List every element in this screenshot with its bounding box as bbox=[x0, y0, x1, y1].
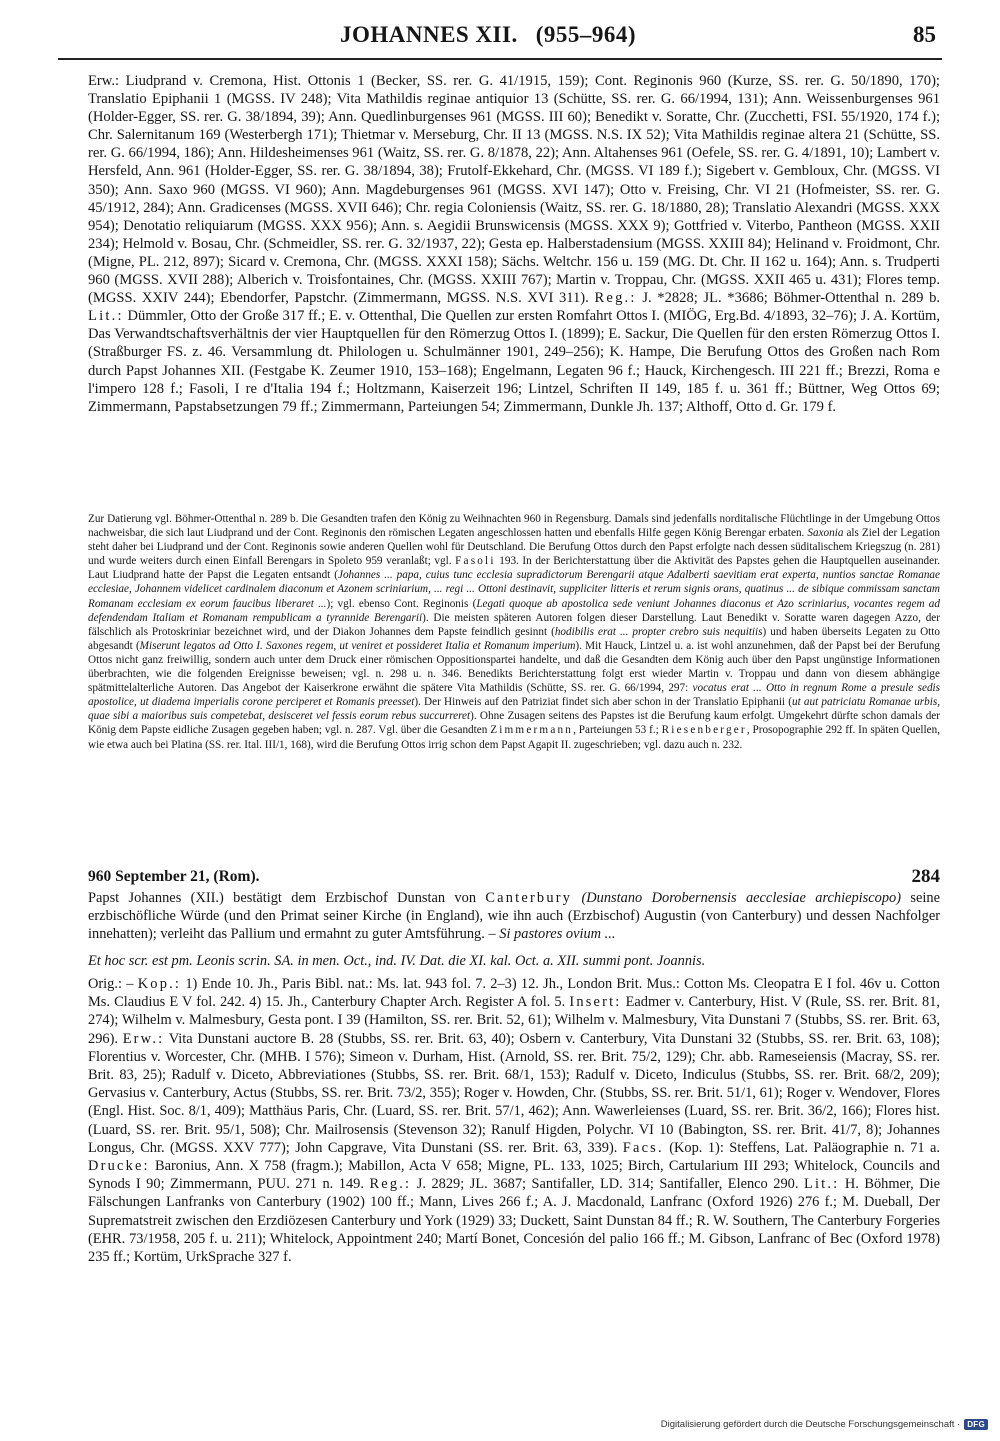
kop-label: Kop.: bbox=[137, 976, 182, 992]
commentary-note bbox=[88, 512, 940, 752]
note-author-spaced: Riesenberger bbox=[661, 724, 747, 737]
note-quote-mathildis: vocatus erat ... Otto in regnum Rome a presule sedis apostolice, ut diadema imperialis corone perciperet et Romanis preesset bbox=[88, 682, 941, 709]
note-author-spaced: Zimmermann bbox=[490, 724, 574, 737]
note-author-spaced: Fasoli bbox=[455, 555, 496, 568]
note-text: ). Ohne Zusagen seitens des Papstes ist die Berufung kaum erfolgt. Umgekehrt dürfte schon damals der König dem Papste eidliche Zusagen gegeben haben; vgl. n. 287. Vgl. über die Gesandten bbox=[88, 710, 940, 737]
regest-incipit: Si pastores ovium ... bbox=[499, 926, 616, 943]
dating-clause: Et hoc scr. est pm. Leonis scrin. SA. in men. Oct., ind. IV. Dat. die XI. kal. Oct. a. XII. summi pont. Joannis. bbox=[88, 953, 706, 969]
sources-text: J. 2829; JL. 3687; Santifaller, LD. 314; Santifaller, Elenco 290. bbox=[416, 1176, 799, 1193]
note-text: ) und haben überseits Legaten zu Otto abgesandt ( bbox=[88, 625, 940, 652]
lit-text: Dümmler, Otto der Große 317 ff.; E. v. Ottenthal, Die Quellen zur ersten Romfahrt Ottos I. (MIÖG, Erg.Bd. 4/1893, 32–76); J. A. Kortüm, Das Verwandtschaftsverhältnis der vier Hauptquellen für den Römerzug Ottos I. (1899); E. Sackur, Die Quellen für den ersten Römerzug Ottos I. (Straßburger FS. z. 46. Versammlung dt. Philologen u. Schulmänner 1901, 249–256); K. Hampe, Die Berufung Ottos des Großen nach Rom durch Papst Johannes XII. (Festgabe K. Zeumer 1910, 153–168); Engelmann, Legaten 96 f.; Hauck, Kirchengesch. III 221 ff.; Brezzi, Roma e l'impero 128 f.; Fasoli, I re d'Italia 194 f.; Holtzmann, Kaiserzeit 196; Lintzel, Schriften II 149, 185 f. u. 361 ff.; Büttner, Weg Ottos 69; Zimmermann, Papstabsetzungen 79 ff.; Zimmermann, Parteiungen 54; Zimmermann, Dunkle Jh. 137; Althoff, Otto d. Gr. 179 f. bbox=[88, 308, 940, 415]
dfg-logo: DFG bbox=[964, 1419, 988, 1430]
sources-block bbox=[88, 975, 940, 1266]
pontificate-years: (955–964) bbox=[535, 22, 637, 47]
note-text: ); vgl. ebenso Cont. Reginonis ( bbox=[326, 597, 477, 610]
regest-body: Papst Johannes (XII.) bestätigt dem Erzbischof Dunstan von bbox=[88, 890, 477, 906]
regest-body: seine erzbischöfliche Würde (und den Primat seiner Kirche (in England), wie ihn auch (Erzbischof) Augustin (von Canterbury) und dessen Nachfolger innehatten); verleiht das Pallium und ermahnt zu guter Amtsführung. – bbox=[88, 890, 940, 943]
reg-text: J. *2828; JL. *3686; Böhmer-Ottenthal n. 289 b. bbox=[642, 290, 941, 307]
sources-text: Eadmer v. Canterbury, Hist. V (Rule, SS. rer. Brit. 81, 274); Wilhelm v. Malmesbury, Gesta pont. I 39 (Hamilton, SS. rer. Brit. 52, 61); Wilhelm v. Malmesbury, Vita Dunstani 7 (Stubbs, SS. rer. Brit. 63, 296). bbox=[88, 994, 940, 1047]
note-text: , Parteiungen 53 f.; bbox=[573, 724, 659, 737]
note-italic: Saxonia bbox=[807, 527, 844, 540]
running-title bbox=[40, 22, 936, 48]
header-rule bbox=[58, 58, 942, 60]
digitization-footer bbox=[661, 1415, 988, 1433]
regest-number: 284 bbox=[911, 866, 940, 887]
drucke-label: Drucke: bbox=[88, 1158, 150, 1175]
page-header bbox=[40, 22, 936, 52]
regest-date: 960 September 21, (Rom). bbox=[88, 868, 260, 885]
note-quote-benedikt: hodibilis erat ... propter crebro suis nequitiis bbox=[554, 625, 763, 638]
reg-label: Reg.: bbox=[594, 290, 637, 307]
note-text: ). Die meisten späteren Autoren folgen dieser Darstellung. Laut Benedikt v. Soratte waren dagegen Azzo, der fälschlich als Protoskriniar bezeichnet wird, und der Diakon Johannes dem Papste feindlich gesinnt ( bbox=[88, 611, 940, 638]
insert-label: Insert: bbox=[569, 994, 622, 1011]
note-text: ). Mit Hauck, Lintzel u. a. ist wohl anzunehmen, daß der Papst bei der Berufung Ottos nicht ganz freiwillig, sondern auch unter dem Druck einer römischen Oppositionspartei handelte, und daß die Gesandten dem König auch über den Papst ungünstige Informationen überbrachten, wie die folgenden Ereignisse beweisen; vgl. n. 298 u. n. 346. Benedikts Berichterstattung folgt erst wieder Martin v. Troppau und dann von diesem abhängige spätmittelalterliche Autoren. Das Angebot der Kaiserkrone erwähnt die spätere Vita Mathildis (Schütte, SS. rer. G. 66/1994, 297: bbox=[88, 639, 940, 695]
note-text: als Ziel der Legation steht daher bei Liudprand und der Cont. Reginonis sowie anderen Quellen wohl für Deutschland. Die Berufung Ottos durch den Papst erfolgte nach dessen süditalischem Kriegszug (n. 281) und wurde weiters durch einen Einfall Berengars in Spoleto 959 veranlaßt; vgl. bbox=[88, 527, 941, 568]
regest-text bbox=[88, 889, 940, 944]
reg-label: Reg.: bbox=[369, 1176, 412, 1193]
sources-text: Baronius, Ann. X 758 (fragm.); Mabillon, Acta V 658; Migne, PL. 133, 1025; Birch, Cartularium III 293; Whitelock, Councils and Synods I 90; Zimmermann, PUU. 271 n. 149. bbox=[88, 1158, 940, 1193]
note-quote-liudprand: Johannes ... papa, cuius tunc ecclesia supradictorum Berengarii atque Adalberti saevitiam erat experta, nuntios sanctae Romanae ecclesiae, Johannem videlicet cardinalem diaconum et Azonem scriniarium, ... regi ... Ottoni destinavit, suppliciter litteris et rerum signis orans, quatinus ... de sibique commissam sanctam Romanam ecclesiam ex eorum faucibus liberaret ... bbox=[88, 569, 940, 610]
regest-heading bbox=[88, 868, 940, 890]
facs-label: Facs. bbox=[622, 1139, 664, 1156]
erw-label: Erw.: bbox=[122, 1030, 165, 1047]
footer-text: Digitalisierung gefördert durch die Deutsche Forschungsgemeinschaft · bbox=[660, 1418, 961, 1430]
note-quote-epiphanii: ut aut patriciatu Romanae urbis, quae sibi a maioribus suis competebat, desisceret vel fessis eorum rebus succurreret bbox=[88, 696, 940, 723]
sources-text: 1) Ende 10. Jh., Paris Bibl. nat.: Ms. lat. 943 fol. 7. 2–3) 12. Jh., London Brit. Mus.: Cotton Ms. Cleopatra E I fol. 46v u. Cotton Ms. Claudius E V fol. 242. 4) 15. Jh., Canterbury Chapter Arch. Register A fol. 5. bbox=[88, 976, 940, 1011]
lit-label: Lit.: bbox=[803, 1176, 840, 1193]
pope-name: JOHANNES XII. bbox=[339, 22, 518, 47]
bibliography-text: Erw.: Liudprand v. Cremona, Hist. Ottonis 1 (Becker, SS. rer. G. 41/1915, 159); Cont. Reginonis 960 (Kurze, SS. rer. G. 50/1890, 170); Translatio Epiphanii 1 (MGSS. IV 248); Vita Mathildis reginae antiquior 13 (Schütte, SS. rer. G. 66/1994, 131); Ann. Weissenburgenses 961 (Holder-Egger, SS. rer. G. 38/1894, 39); Ann. Quedlinburgenses 961 (MGSS. III 60); Benedikt v. Soratte, Chr. (Zucchetti, FSI. 55/1920, 174 f.); Chr. Salernitanum 169 (Westerbergh 171); Thietmar v. Merseburg, Chr. II 13 (MGSS. N.S. IX 52); Vita Mathildis reginae altera 21 (Schütte, SS. rer. G. 66/1994, 186); Ann. Hildesheimenses 961 (Waitz, SS. rer. G. 8/1878, 22); Ann. Altahenses 961 (Oefele, SS. rer. G. 4/1891, 10); Lambert v. Hersfeld, Ann. 961 (Holder-Egger, SS. rer. G. 38/1894, 38); Frutolf-Ekkehard, Chr. (MGSS. VI 189 f.); Sigebert v. Gembloux, Chr. (MGSS. VI 350); Ann. Saxo 960 (MGSS. VI 960); Ann. Magdeburgenses 961 (MGSS. XVI 147); Otto v. Freising, Chr. VI 21 (Hofmeister, SS. rer. G. 45/1912, 284); Ann. Gradicenses (MGSS. XVII 646); Chr. regia Coloniensis (Waitz, SS. rer. G. 18/1880, 28); Translatio Alexandri (MGSS. XXX 954); Denotatio reliquiarum (MGSS. XXX 956); Ann. s. Aegidii Brunswicensis (MGSS. XXX 9); Gottfried v. Viterbo, Pantheon (MGSS. XXII 234); Helmold v. Bosau, Chr. (Schmeidler, SS. rer. G. 32/1937, 22); Gesta ep. Halberstadensium (MGSS. XXIII 84); Helinand v. Froidmont, Chr. (Migne, PL. 212, 897); Sicard v. Cremona, Chr. (MGSS. XXXI 158); Sächs. Weltchr. 156 u. 159 (MG. Dt. Chr. II 162 u. 164); Ann. s. Trudperti 960 (MGSS. XVII 288); Alberich v. Troisfontaines, Chr. (MGSS. XXIII 767); Martin v. Troppau, Chr. (MGSS. XXII 465 u. 431); Flores temp. (MGSS. XXIV 244); Ebendorfer, Papstchr. (Zimmermann, MGSS. N.S. XVI 311). bbox=[88, 73, 940, 307]
page-number: 85 bbox=[913, 22, 936, 47]
sources-text: Vita Dunstani auctore B. 28 (Stubbs, SS. rer. Brit. 63, 40); Osbern v. Canterbury, Vita Dunstani 32 (Stubbs, SS. rer. Brit. 63, 108); Florentius v. Worcester, Chr. (MHB. I 576); Simeon v. Durham, Hist. (Arnold, SS. rer. Brit. 75/2, 129); Chr. abb. Rameseiensis (Macray, SS. rer. Brit. 83, 25); Radulf v. Diceto, Abbreviationes (Stubbs, SS. rer. Brit. 68/1, 153); Radulf v. Diceto, Indiculus (Stubbs, SS. rer. Brit. 68/2, 209); Gervasius v. Canterbury, Actus (Stubbs, SS. rer. Brit. 73/2, 355); Roger v. Howden, Chr. (Stubbs, SS. rer. Brit. 51/1, 61); Roger v. Wendover, Flores (Engl. Hist. Soc. 8/1, 409); Matthäus Paris, Chr. (Luard, SS. rer. Brit. 57/1, 462); Ann. Wawerleienses (Luard, SS. rer. Brit. 36/2, 166); Flores hist. (Luard, SS. rer. Brit. 95/1, 508); Chr. Mailrosensis (Stevenson 32); Ranulf Higden, Polychr. VI 10 (Babington, SS. rer. Brit. 41/7, 8); Johannes Longus, Chr. (MGSS. XXV 777); John Capgrave, Vita Dunstani (SS. rer. Brit. 63, 339). bbox=[88, 1030, 940, 1156]
sources-text: H. Böhmer, Die Fälschungen Lanfranks von Canterbury (1902) 100 ff.; Mann, Lives 266 f.; A. J. Macdonald, Lanfranc (Oxford 1926) 276 f.; M. Dueball, Der Suprematstreit zwischen den Erzdiözesen Canterbury und York (1929) 33; Duckett, Saint Dunstan 84 ff.; R. W. Southern, The Canterbury Forgeries (EHR. 73/1958, 205 f. u. 211); Whitelock, Appointment 240; Martí Bonet, Concesión del palio 166 ff.; M. Gibson, Lanfranc of Bec (Oxford 1978) 235 ff.; Kortüm, UrkSprache 327 f. bbox=[88, 1176, 941, 1266]
note-text: , Prosopographie 292 ff. In späten Quellen, wie etwa auch bei Platina (SS. rer. Ital. III/1, 168), wird die Berufung Ottos irrig schon dem Papst Agapit II. zugeschrieben; vgl. dazu auch n. 232. bbox=[88, 724, 941, 751]
note-text: ). Der Hinweis auf den Patriziat findet sich aber schon in der Translatio Epiphanii ( bbox=[414, 696, 792, 709]
lit-label: Lit.: bbox=[88, 308, 124, 325]
sources-text: (Kop. 1): Steffens, Lat. Paläographie n. 71 a. bbox=[669, 1139, 940, 1156]
note-quote-regino: Legati quoque ab apostolica sede veniunt Johannes diaconus et Azo scriniarius, vocantes regem ad defendendam Italiam et Romanam rempublicam a tyrannide Berengarii bbox=[88, 597, 940, 624]
note-text: Zur Datierung vgl. Böhmer-Ottenthal n. 289 b. Die Gesandten trafen den König zu Weihnachten 960 in Regensburg. Damals sind jedenfalls norditalische Flüchtlinge in der Umgebung Ottos nachweisbar, die sich laut Liudprand und der Cont. Reginonis den römischen Legaten angeschlossen hatten und ebenfalls Hilfe gegen König Berengar erbaten. bbox=[88, 513, 940, 540]
bibliography-block bbox=[88, 72, 940, 416]
regest-place-spaced: Canterbury bbox=[485, 890, 573, 906]
note-quote-benedikt: Miserunt legatos ad Otto I. Saxones regem, ut veniret et possideret Italia et Romanum imperium bbox=[139, 639, 576, 652]
regest-latin: (Dunstano Dorobernensis aecclesiae archiepiscopo) bbox=[581, 890, 902, 906]
note-text: 193. In der Berichterstattung über die Aktivität des Papstes gehen die Hauptquellen auseinander. Laut Liudprand hatte der Papst die Legaten entsandt ( bbox=[88, 555, 940, 582]
orig-label: Orig.: – bbox=[88, 976, 134, 992]
